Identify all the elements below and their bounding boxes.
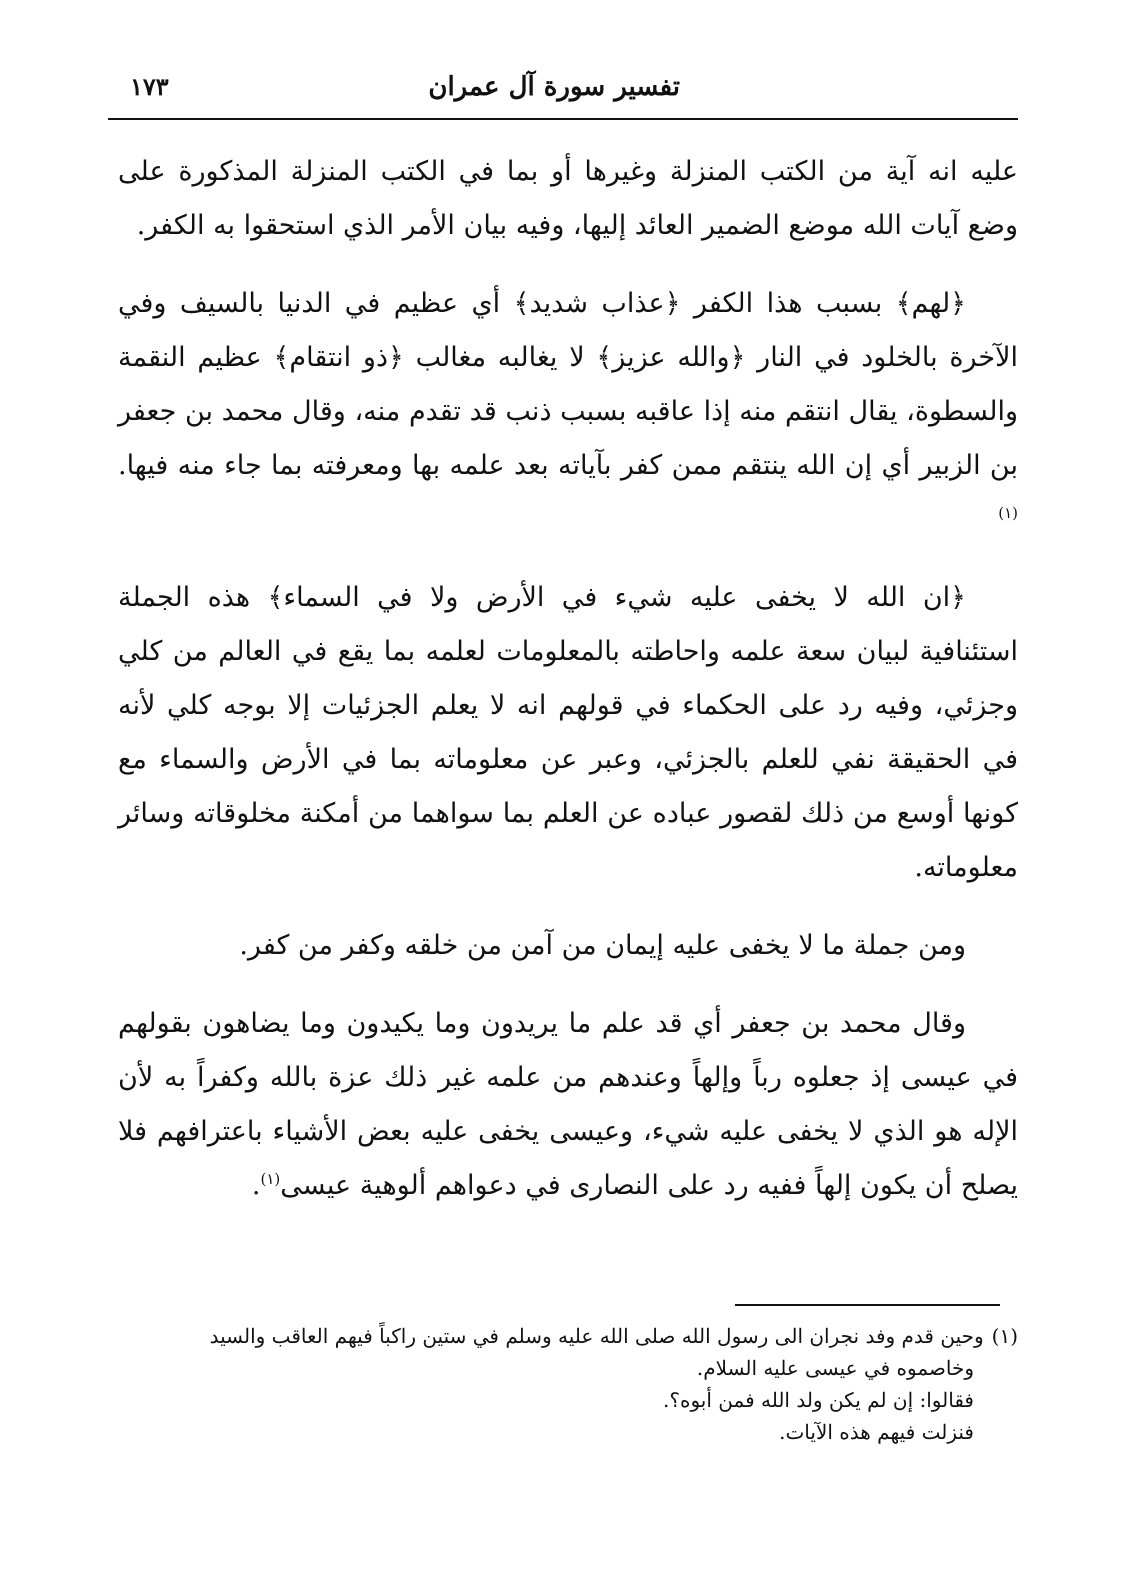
paragraph: عليه انه آية من الكتب المنزلة وغيرها أو بما في الكتب المنزلة المذكورة على وضع آيات الله موضع الضمير العائد إليها، وفيه بيان الأمر الذي استحقوا به الكفر. xyxy=(118,156,1018,241)
page-number: ١٧٣ xyxy=(130,72,169,101)
paragraph: ﴿ان الله لا يخفى عليه شيء في الأرض ولا في السماء﴾ هذه الجملة استئنافية لبيان سعة علمه واحاطته بالمعلومات لعلمه بما يقع في العالم من كلي وجزئي، وفيه رد على الحكماء في قولهم انه لا يعلم الجزئيات إلا بوجه كلي لأنه في الحقيقة نفي للعلم بالجزئي، وعبر عن معلوماته بما في الأرض والسماء مع كونها أوسع من ذلك لقصور عباده عن العلم بما سواهما من أمكنة مخلوقاته وسائر معلوماته. xyxy=(118,582,1018,883)
header-divider xyxy=(108,118,1018,120)
footnote-line: فقالوا: إن لم يكن ولد الله فمن أبوه؟. xyxy=(663,1388,974,1412)
footnote-item xyxy=(118,1320,1018,1352)
main-text xyxy=(118,145,1018,1237)
footnote-label: (١) xyxy=(991,1324,1018,1348)
footnote-divider xyxy=(735,1304,1000,1306)
footnote-reference: (١) xyxy=(998,504,1018,522)
footnote-line: وحين قدم وفد نجران الى رسول الله صلى الله عليه وسلم في ستين راكباً فيهم العاقب والسيد xyxy=(209,1324,984,1348)
paragraph: وقال محمد بن جعفر أي قد علم ما يريدون وما يكيدون وما يضاهون بقولهم في عيسى إذ جعلوه رباً وإلهاً وعندهم من علمه غير ذلك عزة بالله وكفراً به لأن الإله هو الذي لا يخفى عليه شيء، وعيسى يخفى عليه بعض الأشياء باعترافهم فلا يصلح أن يكون إلهاً ففيه رد على النصارى في دعواهم ألوهية عيسى$^{(١)}$. xyxy=(118,1008,1018,1201)
footnote-line: وخاصموه في عيسى عليه السلام. xyxy=(696,1356,974,1380)
footnotes xyxy=(118,1320,1018,1448)
page-header xyxy=(110,72,1020,112)
footnote-line: فنزلت فيهم هذه الآيات. xyxy=(779,1420,974,1444)
paragraph: ﴿لهم﴾ بسبب هذا الكفر ﴿عذاب شديد﴾ أي عظيم في الدنيا بالسيف وفي الآخرة بالخلود في النار ﴿والله عزيز﴾ لا يغالبه مغالب ﴿ذو انتقام﴾ عظيم النقمة والسطوة، يقال انتقم منه إذا عاقبه بسبب ذنب قد تقدم منه، وقال محمد بن جعفر بن الزبير أي إن الله ينتقم ممن كفر بآياته بعد علمه بها ومعرفته بما جاء منه فيها.$^{(١)}$ xyxy=(118,288,1018,522)
paragraph: ومن جملة ما لا يخفى عليه إيمان من آمن من خلقه وكفر من كفر. xyxy=(239,930,966,961)
footnote-reference: (١) xyxy=(260,1170,281,1188)
sentence-end: . xyxy=(251,1170,261,1201)
running-title: تفسير سورة آل عمران xyxy=(428,72,680,102)
